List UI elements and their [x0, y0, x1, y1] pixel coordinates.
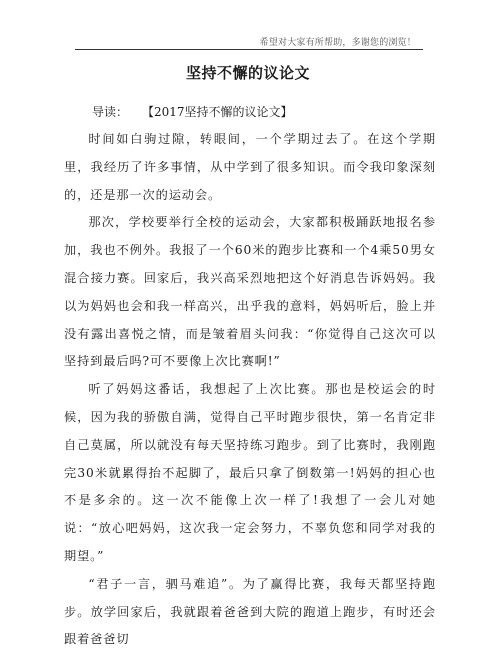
- header-note: 希望对大家有所帮助，多谢您的浏览！: [259, 38, 416, 48]
- document-body: [64, 126, 436, 654]
- paragraph: 听了妈妈这番话，我想起了上次比赛。那也是校运会的时候，因为我的骄傲自满，觉得自己平时跑步很快，第一名肯定非自己莫属，所以就没有每天坚持练习跑步。到了比赛时，我刚跑完30米就累得抬不起脚了，最后只拿了倒数第一!妈妈的担心也不是多余的。这一次不能像上次一样了!我想了一会儿对她说：“放心吧妈妈，这次我一定会努力，不辜负您和同学对我的期望。”: [64, 382, 436, 563]
- paragraph: 时间如白驹过隙，转眼间，一个学期过去了。在这个学期里，我经历了许多事情，从中学到了很多知识。而令我印象深刻的，还是那一次的运动会。: [64, 132, 436, 202]
- paragraph: 那次，学校要举行全校的运动会，大家都积极踊跃地报名参加，我也不例外。我报了一个60米的跑步比赛和一个4乘50男女混合接力赛。回家后，我兴高采烈地把这个好消息告诉妈妈。我以为妈妈也会和我一样高兴，出乎我的意料，妈妈听后，脸上并没有露出喜悦之情，而是皱着眉头问我：“你觉得自己这次可以坚持到最后吗?可不要像上次比赛啊!”: [64, 215, 436, 369]
- document-title: 坚持不懈的议论文: [185, 64, 310, 82]
- header-divider: [75, 49, 423, 50]
- guide-text: 【2017坚持不懈的议论文】: [142, 105, 293, 119]
- guide-line: [92, 103, 293, 120]
- guide-label: 导读：: [92, 105, 129, 119]
- paragraph: “君子一言，驷马难追”。为了赢得比赛，我每天都坚持跑步。放学回家后，我就跟着爸爸到大院的跑道上跑步，有时还会跟着爸爸切: [64, 576, 436, 647]
